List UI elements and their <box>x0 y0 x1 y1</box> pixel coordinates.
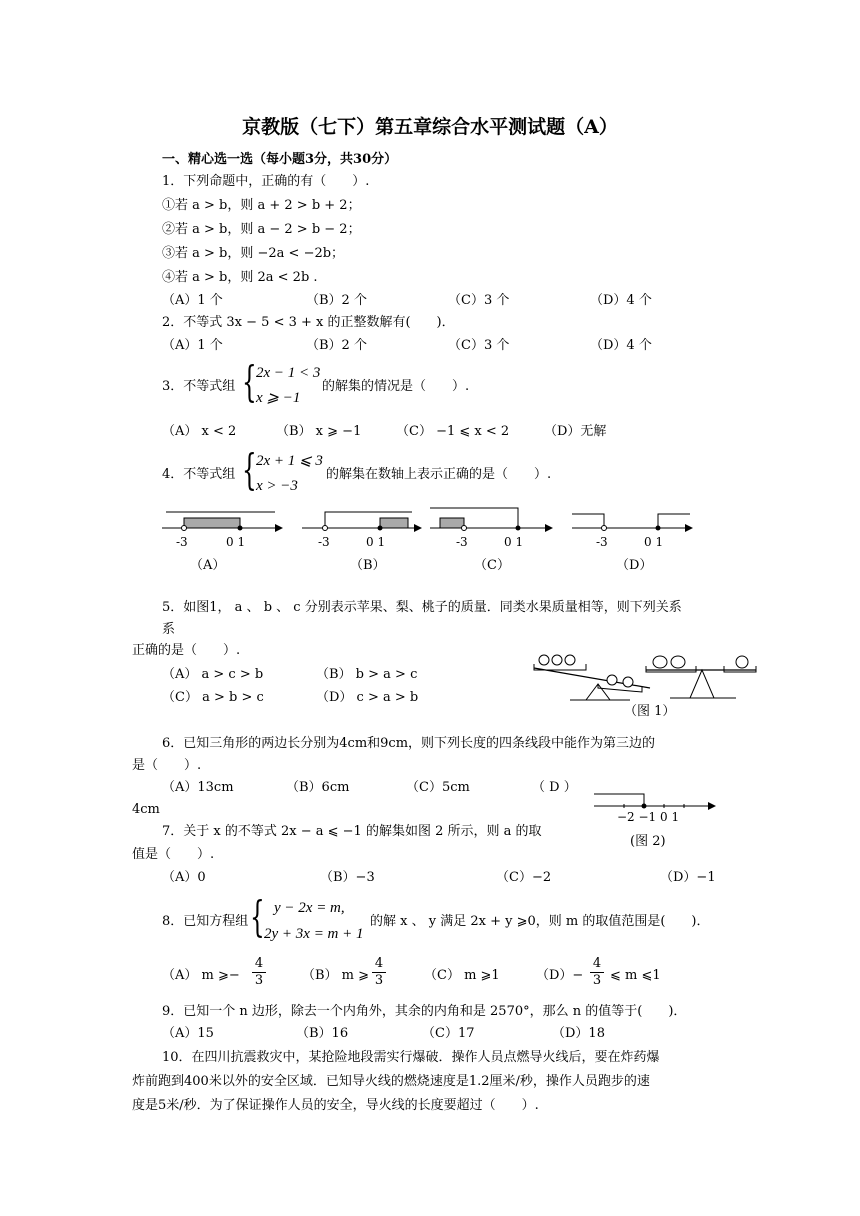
q4-option-b[interactable]: （B） <box>350 558 386 573</box>
q4-option-d[interactable]: （D） <box>616 558 653 573</box>
q8-a-frac-num: 4 <box>252 956 266 973</box>
q4b-tick-01: 0 1 <box>366 535 386 549</box>
q4a-tick-neg3: -3 <box>176 535 188 549</box>
q3-option-b[interactable]: （B） x ⩾ −1 <box>276 424 362 439</box>
figure-1-balance-scales <box>520 640 770 710</box>
q8-option-d-post: ⩽ m ⩽1 <box>610 968 661 983</box>
q8-d-fraction <box>590 956 604 989</box>
q2-option-a[interactable]: （A）1 个 <box>162 338 223 353</box>
q8-option-d[interactable] <box>536 966 583 986</box>
q1-option-a[interactable]: （A）1 个 <box>162 293 223 308</box>
q4-option-c[interactable]: （C） <box>474 558 510 573</box>
q3-option-c[interactable]: （C） −1 ⩽ x < 2 <box>396 424 510 439</box>
q1-option-d[interactable]: （D）4 个 <box>590 293 652 308</box>
q9-option-b[interactable]: （B）16 <box>296 1026 349 1041</box>
q4-brace: { <box>242 445 257 494</box>
q8-system-line2: 2y + 3x = m + 1 <box>264 926 364 942</box>
q5-stem-line1: 5．如图1， a 、 b 、 c 分别表示苹果、梨、桃子的质量．同类水果质量相等，则下列关系 <box>162 600 682 615</box>
q5-option-d[interactable]: （D） c > a > b <box>316 690 419 705</box>
q6-option-a[interactable]: （A）13cm <box>162 780 234 795</box>
q4-prefix: 4．不等式组 <box>162 467 236 482</box>
q4-system-line2: x > −3 <box>256 478 298 494</box>
q6-option-b[interactable]: （B）6cm <box>286 780 350 795</box>
q6-stem-line1: 6．已知三角形的两边长分别为4cm和9cm，则下列长度的四条线段中能作为第三边的 <box>162 736 656 751</box>
q8-option-c[interactable]: （C） m ⩾1 <box>424 968 500 983</box>
page-title: 京教版（七下）第五章综合水平测试题（A） <box>242 116 618 138</box>
q8-d-frac-den: 3 <box>592 973 602 988</box>
q5-option-c[interactable]: （C） a > b > c <box>162 690 264 705</box>
section-heading: 一、精心选一选（每小题3分，共30分） <box>162 152 398 167</box>
q3-system-line2: x ⩾ −1 <box>256 390 301 406</box>
q4-suffix: 的解集在数轴上表示正确的是（ ）. <box>326 467 552 482</box>
q8-d-frac-num: 4 <box>590 956 604 973</box>
q5-option-b[interactable]: （B） b > a > c <box>316 667 418 682</box>
q8-b-frac-den: 3 <box>374 973 384 988</box>
q7-stem-line1: 7．关于 x 的不等式 2x − a ⩽ −1 的解集如图 2 所示，则 a 的取 <box>162 824 542 839</box>
q5-stem-line2: 系 <box>162 622 176 637</box>
q2-option-b[interactable]: （B）2 个 <box>306 338 367 353</box>
left-balance-scale <box>534 655 650 700</box>
q5-stem-line3: 正确的是（ ）. <box>132 643 241 658</box>
q8-option-b-text: （B） m ⩾ <box>302 968 370 983</box>
q2-stem: 2．不等式 3x − 5 < 3 + x 的正整数解有( )． <box>162 315 455 330</box>
number-line-c <box>430 508 553 532</box>
q7-option-a[interactable]: （A）0 <box>162 870 206 885</box>
q4-option-a[interactable]: （A） <box>190 558 226 573</box>
q8-system-line1: y − 2x = m, <box>274 900 345 916</box>
q7-option-b[interactable]: （B）−3 <box>320 870 375 885</box>
q4-number-line-figures <box>0 500 860 550</box>
q4d-tick-neg3: -3 <box>596 535 608 549</box>
q9-option-c[interactable]: （C）17 <box>422 1026 475 1041</box>
q10-line2: 炸前跑到400米以外的安全区域．已知导火线的燃烧速度是1.2厘米/秒，操作人员跑步的速 <box>132 1074 650 1089</box>
q1-stem: 1．下列命题中，正确的有（ ）. <box>162 174 370 189</box>
right-balance-scale <box>646 656 756 698</box>
number-line-a <box>162 512 283 532</box>
q4b-tick-neg3: -3 <box>318 535 330 549</box>
number-line-b <box>302 512 422 532</box>
q8-a-fraction <box>252 956 266 989</box>
q8-option-a-text: （A） m ⩾− <box>162 968 240 983</box>
q7-option-c[interactable]: （C）−2 <box>496 870 552 885</box>
q10-line3: 度是5米/秒．为了保证操作人员的安全，导火线的长度要超过（ ）. <box>132 1098 539 1113</box>
q3-suffix: 的解集的情况是（ ）. <box>322 379 470 394</box>
q4c-tick-01: 0 1 <box>504 535 524 549</box>
q8-option-d-pre: （D）− <box>536 968 584 983</box>
q8-b-frac-num: 4 <box>372 956 386 973</box>
q3-brace: { <box>242 357 257 406</box>
q9-stem: 9．已知一个 n 边形，除去一个内角外，其余的内角和是 2570°，那么 n 的值等于( )． <box>162 1004 687 1019</box>
q9-option-d[interactable]: （D）18 <box>552 1026 605 1041</box>
q4d-tick-01: 0 1 <box>644 535 664 549</box>
q1-option-b[interactable]: （B）2 个 <box>306 293 367 308</box>
figure-2-tick-labels: −2 −1 0 1 <box>617 810 680 824</box>
q2-option-d[interactable]: （D）4 个 <box>590 338 652 353</box>
q8-a-frac-den: 3 <box>254 973 264 988</box>
q3-option-a[interactable]: （A） x < 2 <box>162 424 237 439</box>
q4-system-line1: 2x + 1 ⩽ 3 <box>256 453 323 469</box>
q6-stem-line2: 是（ ）. <box>132 758 202 773</box>
q1-proposition-4: ④若 a > b，则 2a < 2b . <box>162 270 318 285</box>
q3-prefix: 3．不等式组 <box>162 379 236 394</box>
q3-option-d[interactable]: （D）无解 <box>544 424 607 439</box>
q4a-tick-01: 0 1 <box>226 535 246 549</box>
q1-proposition-3: ③若 a > b，则 −2a < −2b； <box>162 246 345 261</box>
q7-stem-line2: 值是（ ）. <box>132 847 215 862</box>
q4c-tick-neg3: -3 <box>456 535 468 549</box>
q6-option-c[interactable]: （C）5cm <box>406 780 470 795</box>
q3-system-line1: 2x − 1 < 3 <box>256 365 321 381</box>
q8-prefix: 8．已知方程组 <box>162 914 249 929</box>
q8-suffix: 的解 x 、 y 满足 2x + y ⩾0，则 m 的取值范围是( )． <box>370 914 710 929</box>
q2-option-c[interactable]: （C）3 个 <box>448 338 510 353</box>
figure-1-label: （图 1） <box>624 704 676 719</box>
q6-option-d-value: 4cm <box>132 802 160 817</box>
figure-2-label: (图 2) <box>630 834 666 849</box>
q8-option-a[interactable] <box>162 966 240 986</box>
q10-line1: 10．在四川抗震救灾中，某抢险地段需实行爆破．操作人员点燃导火线后，要在炸药爆 <box>162 1050 660 1065</box>
number-line-d <box>572 514 693 532</box>
q5-option-a[interactable]: （A） a > c > b <box>162 667 264 682</box>
q8-option-b[interactable] <box>302 966 369 986</box>
q6-option-d[interactable]: （ D ） <box>532 780 577 795</box>
q8-b-fraction <box>372 956 386 989</box>
q1-option-c[interactable]: （C）3 个 <box>448 293 510 308</box>
q1-proposition-1: ①若 a > b，则 a + 2 > b + 2； <box>162 198 361 213</box>
q7-option-d[interactable]: （D）−1 <box>660 870 716 885</box>
q1-proposition-2: ②若 a > b，则 a − 2 > b − 2； <box>162 222 361 237</box>
q8-brace: { <box>250 892 265 941</box>
q9-option-a[interactable]: （A）15 <box>162 1026 214 1041</box>
